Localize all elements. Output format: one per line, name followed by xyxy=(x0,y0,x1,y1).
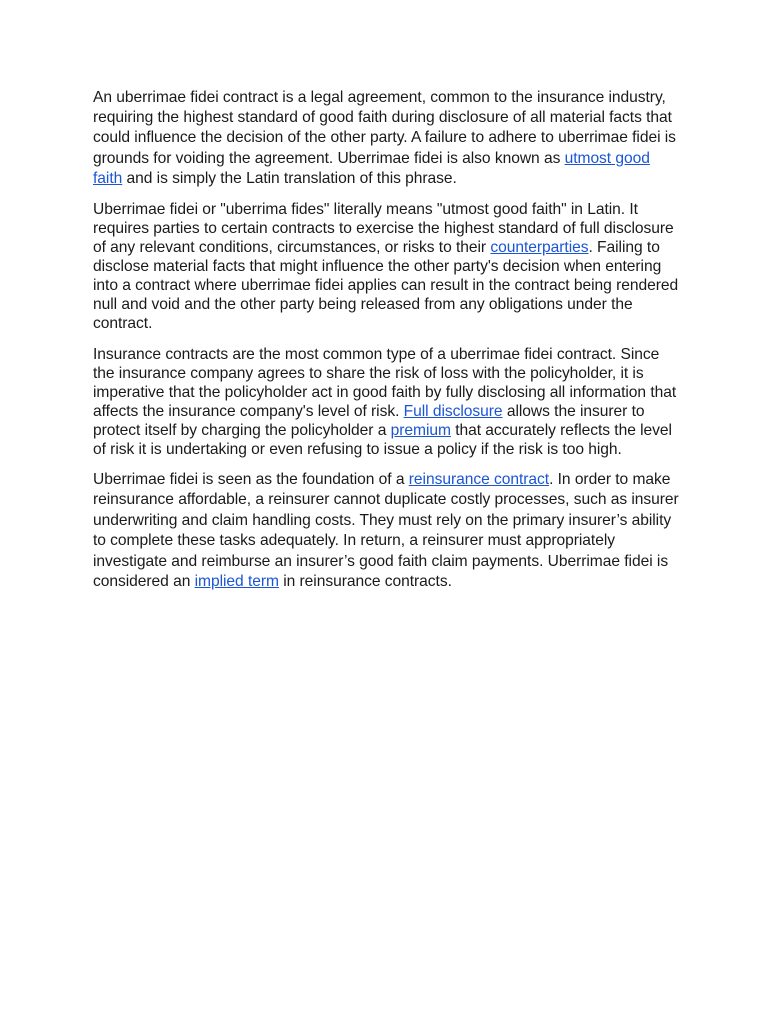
paragraph-text: in reinsurance contracts. xyxy=(278,573,452,591)
paragraph-text: that accurately reflects the level of risk it is undertaking or even refusing to issue a policy if the risk is too high. xyxy=(93,422,672,459)
paragraph-text: Uberrimae fidei is seen as the foundation of a xyxy=(93,471,409,489)
paragraph-text: Insurance contracts are the most common type of a uberrimae fidei contract. Since the insurance company agrees to share the risk of loss with the policyholder, it is imperative that the policyholder act in good faith by fully disclosing all information that affects the insurance company's level of risk. xyxy=(93,346,677,421)
paragraph-uberrimae-fidei-definition xyxy=(93,88,683,189)
paragraph-text: An uberrimae fidei contract is a legal agreement, common to the insurance industry, requiring the highest standard of good faith during disclosure of all material facts that could influence the decision of the other party. A failure to adhere to uberrimae fidei is grounds for voiding the agreement. Uberrimae fidei is also known as xyxy=(93,89,676,167)
paragraph-insurance-contracts xyxy=(93,345,683,459)
link-counterparties[interactable]: counterparties xyxy=(490,239,589,257)
paragraph-text: . In order to make reinsurance affordable, a reinsurer cannot duplicate costly processes, such as insurer underwriting and claim handling costs. They must rely on the primary insurer’s ability to complete these tasks adequately. In return, a reinsurer must appropriately investigate and reimburse an insurer’s good faith claim payments. Uberrimae fidei is considered an xyxy=(93,471,679,591)
link-reinsurance-contract[interactable]: reinsurance contract xyxy=(408,471,550,489)
link-utmost-good-faith[interactable]: utmost good faith xyxy=(93,149,650,187)
paragraph-text: and is simply the Latin translation of this phrase. xyxy=(122,169,457,187)
document-body xyxy=(93,88,683,592)
paragraph-text: Uberrimae fidei or "uberrima fides" literally means "utmost good faith" in Latin. It requires parties to certain contracts to exercise the highest standard of full disclosure of any relevant conditions, circumstances, or risks to their xyxy=(93,201,674,257)
link-implied-term[interactable]: implied term xyxy=(194,573,279,591)
link-premium[interactable]: premium xyxy=(390,422,451,440)
link-full-disclosure[interactable]: Full disclosure xyxy=(403,403,503,421)
paragraph-text: . Failing to disclose material facts that might influence the other party's decision when entering into a contract where uberrimae fidei applies can result in the contract being rendered null and void and the other party being released from any obligations under the contract. xyxy=(93,239,679,333)
paragraph-literal-meaning xyxy=(93,200,683,333)
paragraph-reinsurance xyxy=(93,470,683,592)
paragraph-text: allows the insurer to protect itself by charging the policyholder a xyxy=(93,403,645,440)
